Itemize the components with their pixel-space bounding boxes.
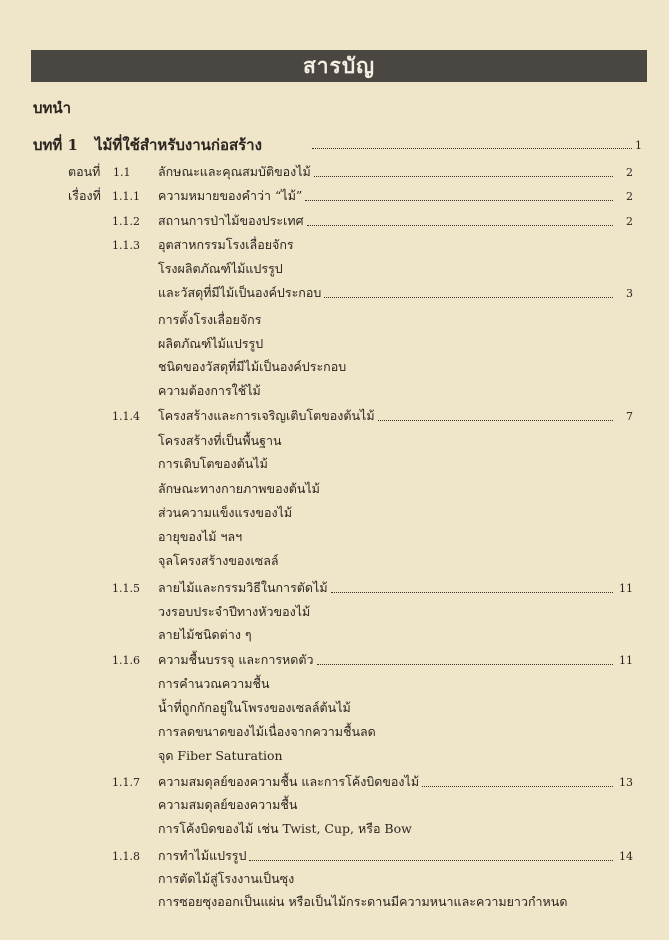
entry-number: 1.1.3: [112, 239, 140, 252]
entry-leader: [305, 200, 613, 201]
entry-text: อุตสาหกรรมโรงเลื่อยจักร: [158, 237, 294, 252]
chapter-title: ไม้ที่ใช้สำหรับงานก่อสร้าง: [95, 136, 262, 154]
entry-text: และวัสดุที่มีไม้เป็นองค์ประกอบ: [158, 285, 322, 300]
entry-number: 1.1.1: [112, 190, 140, 203]
entry-number: 1.1.4: [112, 410, 140, 423]
entry-leader: [314, 176, 613, 177]
entry-text: ส่วนความแข็งแรงของไม้: [158, 505, 293, 520]
entry-page: 14: [619, 850, 633, 863]
entry-text: การคำนวณความชื้น: [158, 676, 270, 691]
entry-leader: [317, 664, 613, 665]
entry-page: 7: [626, 410, 633, 423]
entry-text: อายุของไม้ ฯลฯ: [158, 529, 243, 544]
entry-leader: [422, 786, 613, 787]
entry-text: โครงสร้างและการเจริญเติบโตของต้นไม้: [158, 408, 375, 423]
entry-text: การลดขนาดของไม้เนื่องจากความชื้นลด: [158, 724, 376, 739]
entry-number: 1.1.7: [112, 776, 140, 789]
entry-text: ลายไม้และกรรมวิธีในการตัดไม้: [158, 580, 328, 595]
entry-text: จุด Fiber Saturation: [158, 748, 283, 763]
entry-text: จุลโครงสร้างของเซลล์: [158, 553, 279, 568]
chapter-prefix: บทที่ 1: [33, 136, 78, 154]
entry-text: การซอยซุงออกเป็นแผ่น หรือเป็นไม้กระดานมีความหนาและความยาวกำหนด: [158, 894, 568, 909]
entry-text: ความชื้นบรรจุ และการหดตัว: [158, 652, 314, 667]
entry-leader: [249, 860, 613, 861]
section-label: ตอนที่: [68, 164, 101, 179]
entry-page: 13: [619, 776, 633, 789]
entry-text: การทำไม้แปรรูป: [158, 848, 247, 863]
entry-page: 11: [619, 654, 633, 667]
entry-text: ลักษณะทางกายภาพของต้นไม้: [158, 481, 320, 496]
chapter-page: 1: [635, 139, 642, 152]
entry-text: การตั้งโรงเลื่อยจักร: [158, 312, 262, 327]
entry-text: ลักษณะและคุณสมบัติของไม้: [158, 164, 311, 179]
chapter-leader: [312, 148, 632, 149]
entry-leader: [378, 420, 613, 421]
entry-number: 1.1.6: [112, 654, 140, 667]
entry-text: ความสมดุลย์ของความชื้น: [158, 797, 298, 812]
entry-text: ความต้องการใช้ไม้: [158, 383, 261, 398]
entry-number: 1.1: [113, 166, 131, 179]
entry-page: 3: [626, 287, 633, 300]
intro-heading: บทนำ: [33, 99, 72, 117]
entry-text: สถานการป่าไม้ของประเทศ: [158, 213, 304, 228]
entry-text: วงรอบประจำปีทางหัวของไม้: [158, 604, 311, 619]
entry-text: การตัดไม้สู่โรงงานเป็นซุง: [158, 871, 295, 886]
entry-page: 2: [626, 166, 633, 179]
entry-leader: [307, 225, 613, 226]
entry-text: ผลิตภัณฑ์ไม้แปรรูป: [158, 336, 264, 351]
entry-text: ความสมดุลย์ของความชื้น และการโค้งบิดของไม้: [158, 774, 420, 789]
entry-page: 2: [626, 215, 633, 228]
topic-label: เรื่องที่: [68, 188, 101, 203]
entry-text: ชนิดของวัสดุที่มีไม้เป็นองค์ประกอบ: [158, 359, 347, 374]
entry-number: 1.1.5: [112, 582, 140, 595]
entry-number: 1.1.8: [112, 850, 140, 863]
entry-number: 1.1.2: [112, 215, 140, 228]
entry-text: การโค้งบิดของไม้ เช่น Twist, Cup, หรือ Bow: [158, 821, 412, 836]
entry-text: ความหมายของคำว่า “ไม้”: [158, 188, 303, 203]
entry-text: โครงสร้างที่เป็นพื้นฐาน: [158, 433, 282, 448]
entry-leader: [324, 297, 613, 298]
entry-text: น้ำที่ถูกกักอยู่ในโพรงของเซลล์ต้นไม้: [158, 700, 351, 715]
entry-text: ลายไม้ชนิดต่าง ๆ: [158, 627, 252, 642]
entry-page: 11: [619, 582, 633, 595]
entry-text: โรงผลิตภัณฑ์ไม้แปรรูป: [158, 261, 283, 276]
entry-page: 2: [626, 190, 633, 203]
toc-title: สารบัญ: [31, 50, 647, 82]
entry-leader: [331, 592, 613, 593]
entry-text: การเติบโตของต้นไม้: [158, 456, 268, 471]
